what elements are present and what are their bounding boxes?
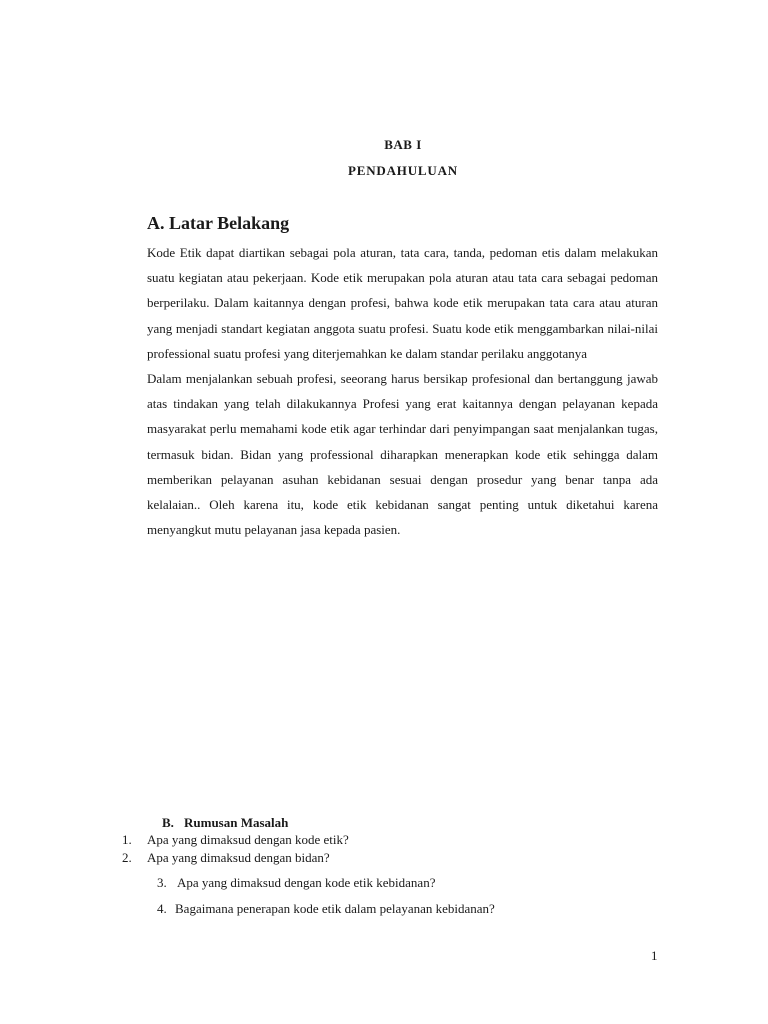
list-item-number: 4.	[157, 901, 167, 916]
paragraph-2: Dalam menjalankan sebuah profesi, seeorang harus bersikap profesional dan bertanggung jawab atas tindakan yang telah dilakukannya Profesi yang erat kaitannya dengan pelayanan kepada masyarakat perlu memahami kode etik agar terhindar dari penyimpangan saat menjalankan tugas, termasuk bidan. Bidan yang professional diharapkan menerapkan kode etik sehingga dalam memberikan pelayanan asuhan kebidanan sesuai dengan prosedur yang benar tanpa ada kelalaian.. Oleh karena itu, kode etik kebidanan sangat penting untuk diketahui karena menyangkut mutu pelayanan jasa kepada pasien.	[147, 371, 658, 538]
list-item-text: Bagaimana penerapan kode etik dalam pelayanan kebidanan?	[175, 901, 495, 916]
list-item	[157, 875, 435, 891]
section-b-heading	[162, 815, 288, 831]
section-b-number: B.	[162, 815, 174, 830]
list-item	[122, 850, 330, 866]
section-a-body	[147, 240, 658, 542]
list-item	[157, 901, 495, 917]
chapter-number: BAB I	[384, 137, 422, 152]
list-item-text: Apa yang dimaksud dengan kode etik?	[147, 832, 349, 847]
list-item	[122, 832, 349, 848]
list-item-text: Apa yang dimaksud dengan bidan?	[147, 850, 330, 865]
chapter-title: PENDAHULUAN	[348, 163, 458, 178]
list-item-number: 2.	[122, 850, 132, 865]
paragraph-1: Kode Etik dapat diartikan sebagai pola aturan, tata cara, tanda, pedoman etis dalam melakukan suatu kegiatan atau pekerjaan. Kode etik merupakan pola aturan atau tata cara sebagai pedoman berperilaku. Dalam kaitannya dengan profesi, bahwa kode etik merupakan tata cara atau aturan yang menjadi standart kegiatan anggota suatu profesi. Suatu kode etik menggambarkan nilai-nilai professional suatu profesi yang diterjemahkan ke dalam standar perilaku anggotanya	[147, 245, 658, 361]
list-item-number: 1.	[122, 832, 132, 847]
list-item-number: 3.	[157, 875, 167, 890]
list-item-text: Apa yang dimaksud dengan kode etik kebidanan?	[177, 875, 436, 890]
section-b-title: Rumusan Masalah	[184, 815, 289, 830]
page-number: 1	[651, 948, 658, 963]
section-a-heading: A. Latar Belakang	[147, 213, 290, 233]
